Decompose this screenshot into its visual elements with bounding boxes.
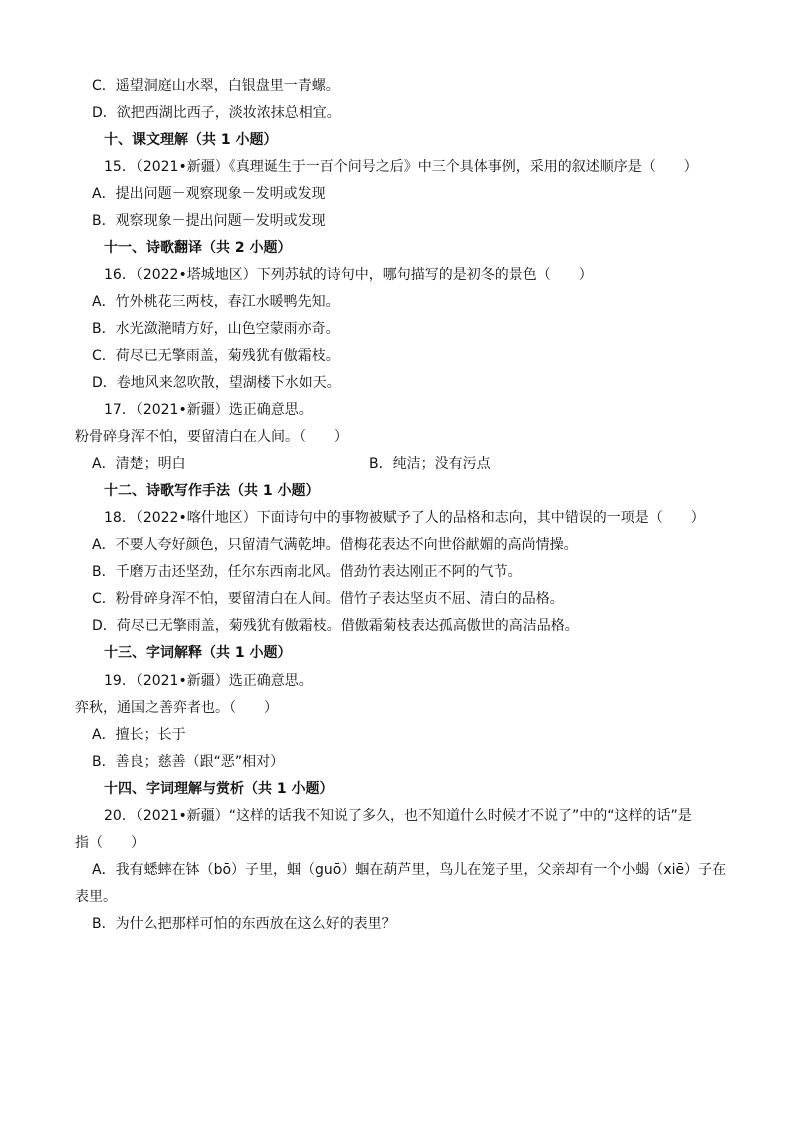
question-16-option-c: C．荷尽已无擎雨盖，菊残犹有傲霜枝。 [92, 348, 340, 364]
question-18-option-d: D．荷尽已无擎雨盖，菊残犹有傲霜枝。借傲霜菊枝表达孤高傲世的高洁品格。 [92, 618, 579, 634]
option-d-line: D．欲把西湖比西子，淡妆浓抹总相宜。 [92, 105, 341, 121]
section-heading-14: 十四、字词理解与赏析（共 1 小题） [104, 781, 334, 797]
question-16-option-b: B．水光潋滟晴方好，山色空蒙雨亦奇。 [92, 321, 340, 337]
question-16: 16．（2022•塔城地区）下列苏轼的诗句中，哪句描写的是初冬的景色（ ） [104, 267, 593, 283]
question-18-option-a: A．不要人夸好颜色，只留清气满乾坤。借梅花表达不向世俗献媚的高尚情操。 [92, 537, 578, 553]
question-20-option-b: B．为什么把那样可怕的东西放在这么好的表里？ [92, 916, 396, 932]
question-19-sentence: 弈秋，通国之善弈者也。（ ） [75, 700, 278, 716]
question-15: 15．（2021•新疆）《真理诞生于一百个问号之后》中三个具体事例，采用的叙述顺序是（ ） [104, 159, 698, 175]
question-20: 20．（2021•新疆）“这样的话我不知说了多久，也不知道什么时候才不说了”中的“这样的话”是 [104, 808, 692, 824]
section-heading-11: 十一、诗歌翻译（共 2 小题） [104, 240, 292, 256]
question-19-option-b: B．善良；慈善（跟“恶”相对） [92, 754, 285, 770]
question-18: 18．（2022•喀什地区）下面诗句中的事物被赋予了人的品格和志向，其中错误的一项是（ ） [104, 510, 705, 526]
question-17: 17．（2021•新疆）选正确意思。 [104, 402, 313, 418]
question-15-option-b: B．观察现象－提出问题－发明或发现 [92, 213, 326, 229]
section-heading-12: 十二、诗歌写作手法（共 1 小题） [104, 483, 320, 499]
question-16-option-d: D．卷地风来忽吹散，望湖楼下水如天。 [92, 375, 341, 391]
question-20-option-a: A．我有蟋蟀在钵（bō）子里，蝈（guō）蝈在葫芦里，鸟儿在笼子里，父亲却有一个小蝎（xiē）子在 [92, 862, 727, 878]
section-heading-10: 十、课文理解（共 1 小题） [104, 132, 278, 148]
question-19-option-a: A．擅长；长于 [92, 727, 186, 743]
question-16-option-a: A．竹外桃花三两枝，春江水暖鸭先知。 [92, 294, 340, 310]
question-17-option-a: A．清楚；明白 [92, 456, 186, 472]
question-18-option-c: C．粉骨碎身浑不怕，要留清白在人间。借竹子表达坚贞不屈、清白的品格。 [92, 591, 564, 607]
question-18-option-b: B．千磨万击还坚劲，任尔东西南北风。借劲竹表达刚正不阿的气节。 [92, 564, 522, 580]
question-20-option-a-continuation: 表里。 [75, 889, 117, 905]
question-19: 19．（2021•新疆）选正确意思。 [104, 673, 313, 689]
question-17-option-b: B．纯洁；没有污点 [369, 456, 491, 472]
section-heading-13: 十三、字词解释（共 1 小题） [104, 645, 292, 661]
question-15-option-a: A．提出问题－观察现象－发明或发现 [92, 186, 326, 202]
option-c-line: C．遥望洞庭山水翠，白银盘里一青螺。 [92, 78, 340, 94]
question-20-continuation: 指（ ） [75, 835, 145, 851]
question-17-sentence: 粉骨碎身浑不怕，要留清白在人间。（ ） [75, 429, 348, 445]
